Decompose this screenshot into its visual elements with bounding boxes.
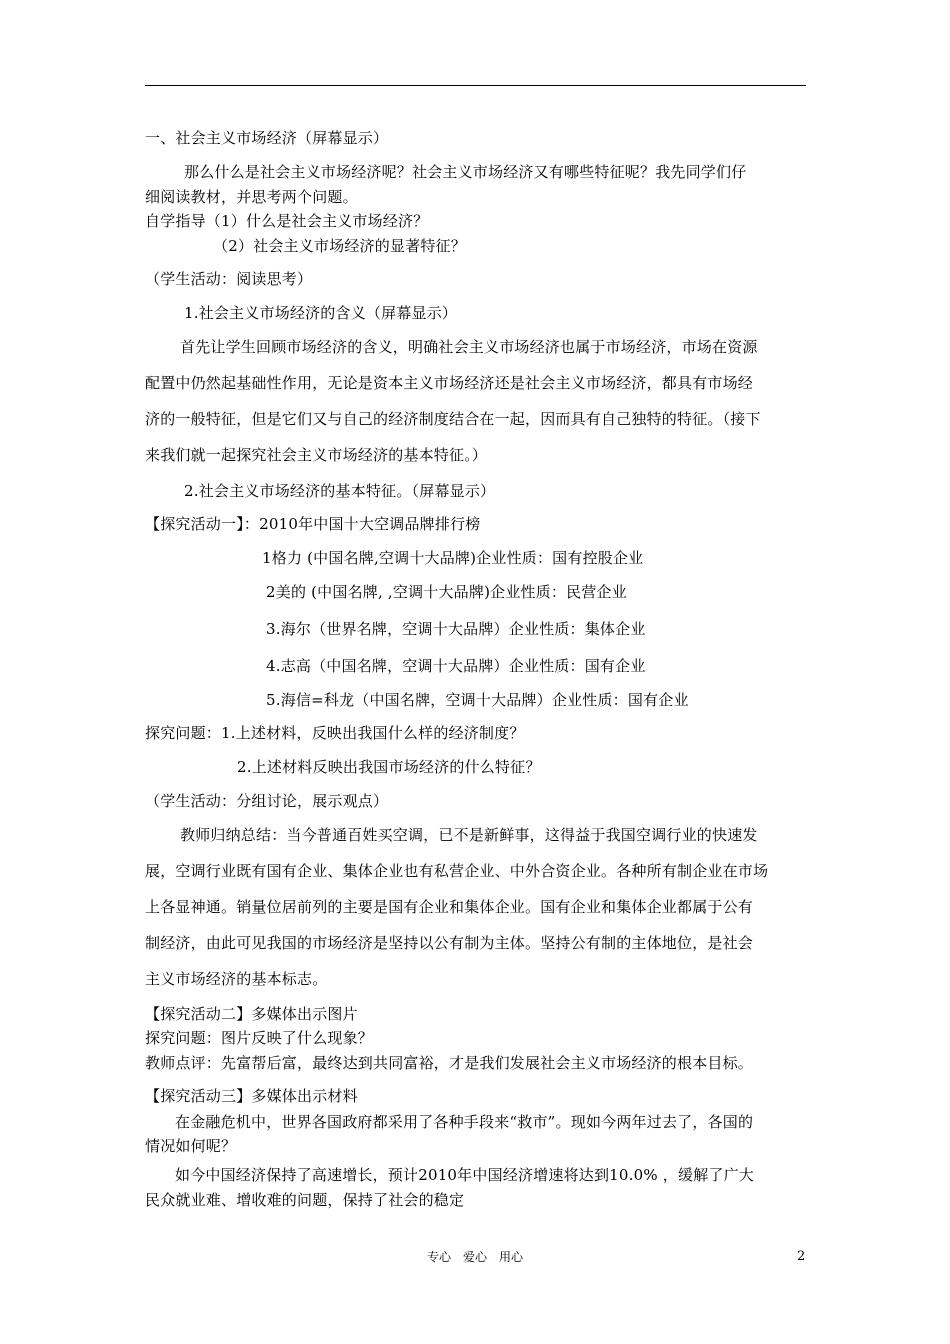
activity-heading: 【探究活动三】多媒体出示材料 — [145, 1087, 358, 1105]
header-rule — [145, 85, 806, 86]
activity-note: （学生活动：阅读思考） — [145, 270, 313, 288]
activity-note: （学生活动：分组讨论，展示观点） — [145, 792, 389, 810]
question-line: 探究问题：1.上述材料，反映出我国什么样的经济制度？ — [145, 724, 525, 742]
paragraph-line: 展，空调行业既有国有企业、集体企业也有私营企业、中外合资企业。各种所有制企业在市场 — [145, 862, 769, 880]
question-line: 探究问题：图片反映了什么现象？ — [145, 1029, 374, 1047]
paragraph-line: 济的一般特征，但是它们又与自己的经济制度结合在一起，因而具有自己独特的特征。（接下 — [145, 410, 761, 428]
guide-line: （2）社会主义市场经济的显著特征？ — [213, 237, 466, 255]
paragraph-line: 来我们就一起探究社会主义市场经济的基本特征。） — [145, 446, 488, 464]
section-heading: 一、社会主义市场经济（屏幕显示） — [145, 129, 389, 147]
brand-item: 4.志高（中国名牌，空调十大品牌）企业性质：国有企业 — [266, 657, 646, 675]
guide-line: 自学指导（1）什么是社会主义市场经济？ — [145, 212, 429, 230]
brand-item: 2美的 (中国名牌, ,空调十大品牌)企业性质：民营企业 — [266, 583, 627, 601]
paragraph-line: 如今中国经济保持了高速增长，预计2010年中国经济增速将达到10.0% ，缓解了广大 — [175, 1166, 754, 1184]
brand-item: 1格力 (中国名牌,空调十大品牌)企业性质：国有控股企业 — [262, 549, 644, 567]
page-footer: 专心 爱心 用心 — [426, 1250, 523, 1264]
paragraph-line: 民众就业难、增收难的问题，保持了社会的稳定 — [145, 1191, 465, 1209]
paragraph-line: 那么什么是社会主义市场经济呢？社会主义市场经济又有哪些特征呢？我先同学们仔 — [184, 163, 747, 181]
subheading: 1.社会主义市场经济的含义（屏幕显示） — [184, 304, 458, 322]
paragraph-line: 在金融危机中，世界各国政府都采用了各种手段来“救市”。现如今两年过去了，各国的 — [175, 1113, 754, 1131]
paragraph-line: 情况如何呢？ — [145, 1137, 237, 1155]
brand-item: 3.海尔（世界名牌，空调十大品牌）企业性质：集体企业 — [266, 620, 646, 638]
paragraph-line: 上各显神通。销量位居前列的主要是国有企业和集体企业。国有企业和集体企业都属于公有 — [145, 898, 754, 916]
page-number: 2 — [797, 1249, 806, 1264]
paragraph-line: 制经济，由此可见我国的市场经济是坚持以公有制为主体。坚持公有制的主体地位，是社会 — [145, 934, 754, 952]
paragraph-line: 主义市场经济的基本标志。 — [145, 970, 328, 988]
subheading: 2.社会主义市场经济的基本特征。（屏幕显示） — [184, 482, 496, 500]
activity-heading: 【探究活动二】多媒体出示图片 — [145, 1005, 358, 1023]
question-line: 2.上述材料反映出我国市场经济的什么特征？ — [237, 758, 541, 776]
paragraph-line: 细阅读教材，并思考两个问题。 — [145, 188, 358, 206]
paragraph-line: 教师归纳总结：当今普通百姓买空调，已不是新鲜事，这得益于我国空调行业的快速发 — [180, 826, 758, 844]
comment-line: 教师点评：先富帮后富，最终达到共同富裕，才是我们发展社会主义市场经济的根本目标。 — [145, 1054, 754, 1072]
brand-item: 5.海信=科龙（中国名牌，空调十大品牌）企业性质：国有企业 — [266, 691, 689, 709]
paragraph-line: 首先让学生回顾市场经济的含义，明确社会主义市场经济也属于市场经济，市场在资源 — [180, 338, 758, 356]
paragraph-line: 配置中仍然起基础性作用，无论是资本主义市场经济还是社会主义市场经济，都具有市场经 — [145, 374, 754, 392]
activity-heading: 【探究活动一】：2010年中国十大空调品牌排行榜 — [145, 515, 481, 533]
